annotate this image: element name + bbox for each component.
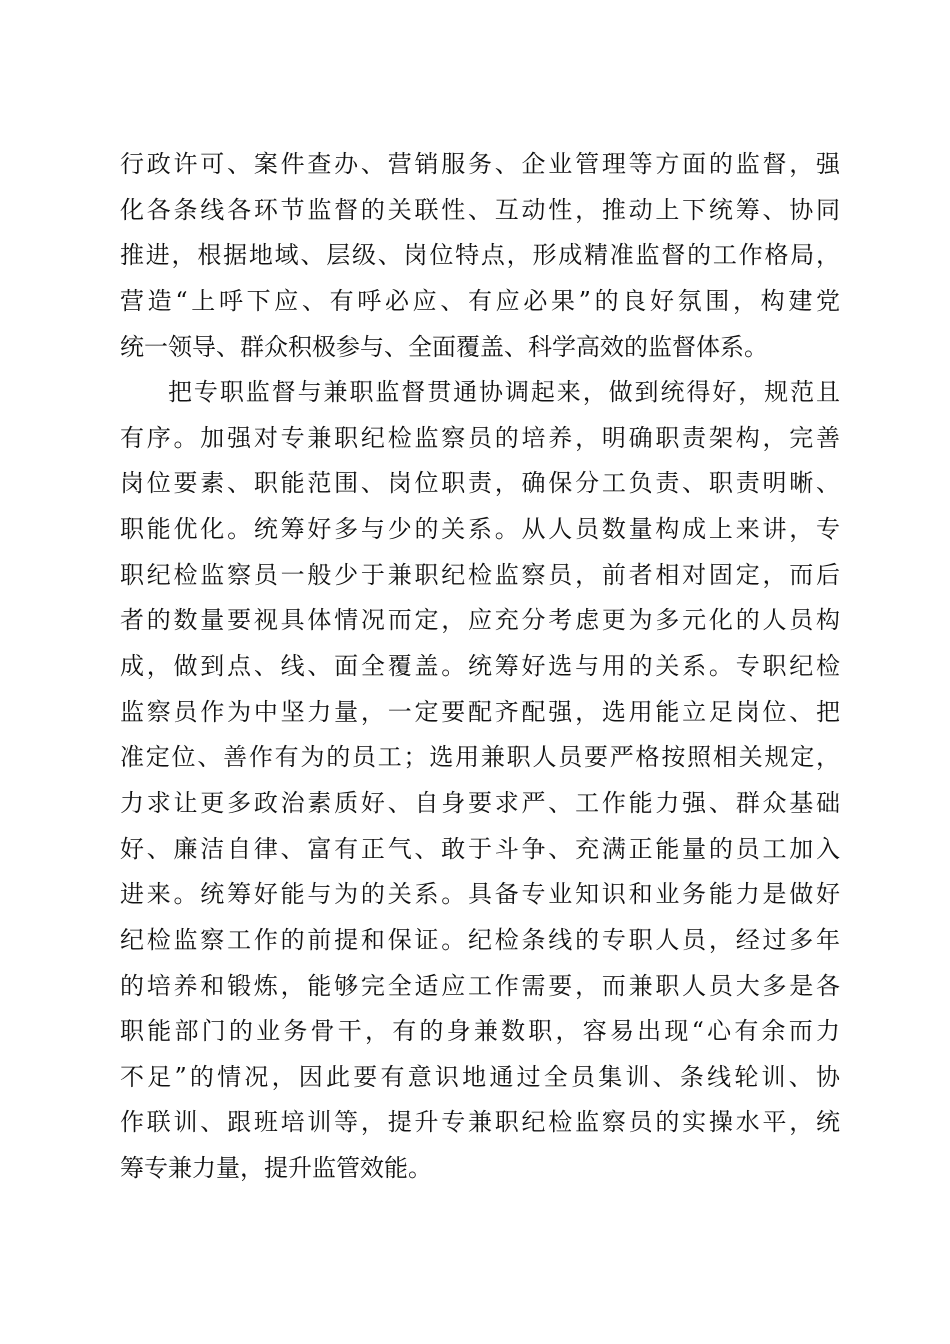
text-line: 力求让更多政治素质好、自身要求严、工作能力强、群众基础 <box>120 788 840 817</box>
text-line: 纪检监察工作的前提和保证。纪检条线的专职人员，经过多年 <box>120 925 840 954</box>
text-line: 者的数量要视具体情况而定，应充分考虑更为多元化的人员构 <box>120 606 840 635</box>
text-line: 的培养和锻炼，能够完全适应工作需要，而兼职人员大多是各 <box>120 971 840 1000</box>
paragraph-1 <box>120 142 840 370</box>
text-line: 监察员作为中坚力量，一定要配齐配强，选用能立足岗位、把 <box>120 697 840 726</box>
text-line: 成，做到点、线、面全覆盖。统筹好选与用的关系。专职纪检 <box>120 652 840 681</box>
paragraph-2 <box>120 370 840 1192</box>
text-line: 职能优化。统筹好多与少的关系。从人员数量构成上来讲，专 <box>120 515 840 544</box>
text-line: 有序。加强对专兼职纪检监察员的培养，明确职责架构，完善 <box>120 423 840 452</box>
text-line: 职能部门的业务骨干，有的身兼数职，容易出现“心有余而力 <box>120 1017 840 1046</box>
text-line: 营造“上呼下应、有呼必应、有应必果”的良好氛围，构建党 <box>120 286 840 315</box>
text-line: 不足”的情况，因此要有意识地通过全员集训、条线轮训、协 <box>120 1062 840 1091</box>
text-line: 筹专兼力量，提升监管效能。 <box>120 1154 432 1183</box>
text-line: 推进，根据地域、层级、岗位特点，形成精准监督的工作格局， <box>120 241 840 270</box>
text-line: 作联训、跟班培训等，提升专兼职纪检监察员的实操水平，统 <box>120 1108 840 1137</box>
text-line: 岗位要素、职能范围、岗位职责，确保分工负责、职责明晰、 <box>120 469 840 498</box>
text-line: 进来。统筹好能与为的关系。具备专业知识和业务能力是做好 <box>120 880 840 909</box>
text-line: 好、廉洁自律、富有正气、敢于斗争、充满正能量的员工加入 <box>120 834 840 863</box>
body-text <box>120 142 840 1192</box>
text-line: 统一领导、群众积极参与、全面覆盖、科学高效的监督体系。 <box>120 332 768 361</box>
text-line: 准定位、善作有为的员工；选用兼职人员要严格按照相关规定， <box>120 743 840 772</box>
text-line: 化各条线各环节监督的关联性、互动性，推动上下统筹、协同 <box>120 195 840 224</box>
text-line: 职纪检监察员一般少于兼职纪检监察员，前者相对固定，而后 <box>120 560 840 589</box>
text-line: 行政许可、案件查办、营销服务、企业管理等方面的监督，强 <box>120 150 840 178</box>
text-line: 把专职监督与兼职监督贯通协调起来，做到统得好，规范且 <box>168 378 840 407</box>
